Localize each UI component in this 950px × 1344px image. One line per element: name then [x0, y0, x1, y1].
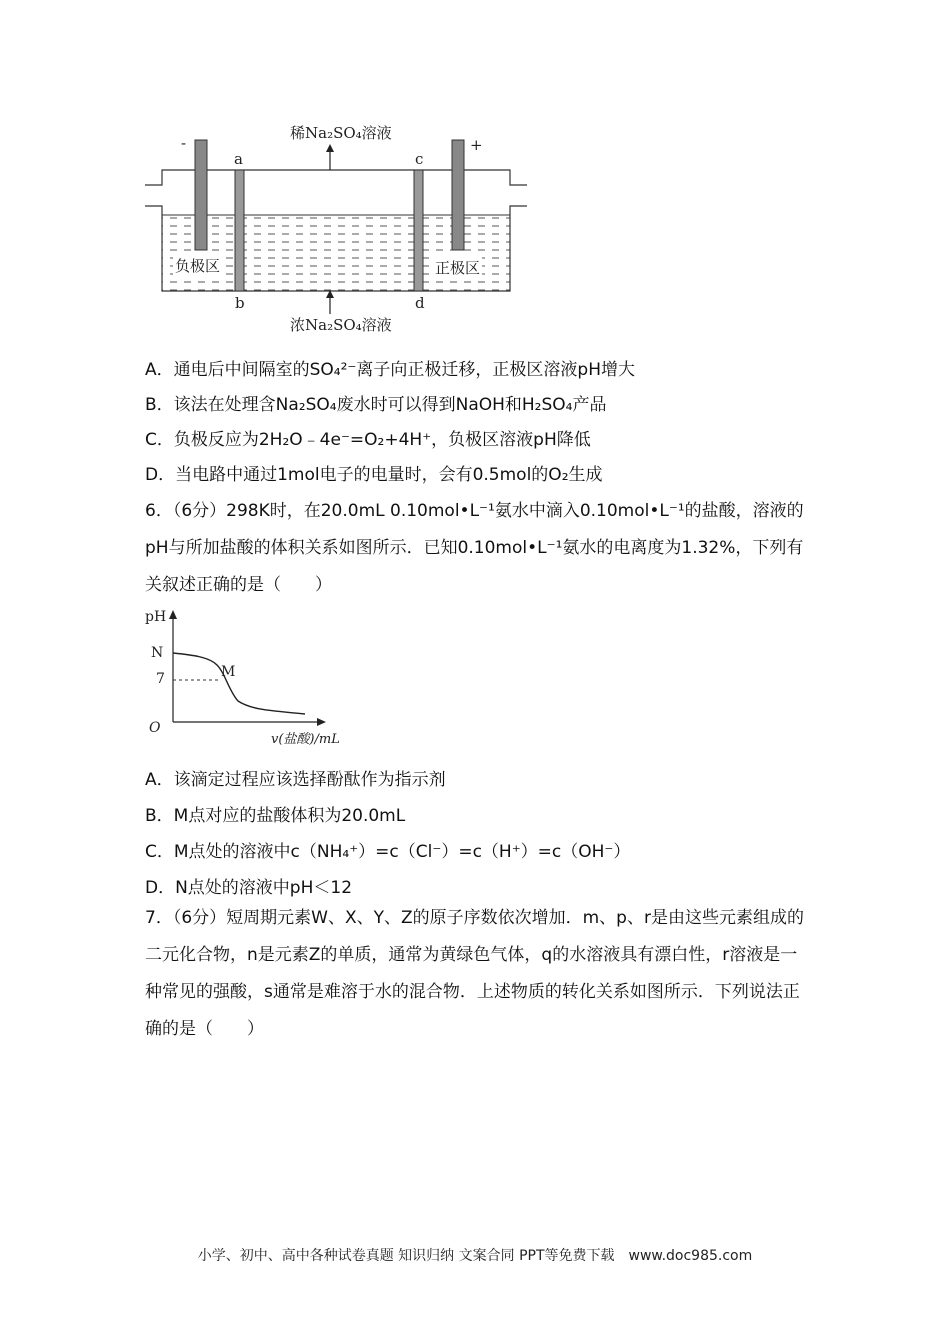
q6-option-c: C．M点处的溶液中c（NH₄⁺）=c（Cl⁻）=c（H⁺）=c（OH⁻） [145, 842, 631, 862]
label-a: a [234, 150, 243, 168]
label-c: c [415, 150, 424, 168]
q5-option-b: B．该法在处理含Na₂SO₄废水时可以得到NaOH和H₂SO₄产品 [145, 395, 607, 415]
negative-electrode [195, 140, 207, 250]
membrane-ab [235, 170, 244, 291]
minus-sign: - [181, 134, 187, 152]
chart-point-m: M [221, 664, 236, 680]
positive-electrode [452, 140, 464, 250]
top-solution-label: 稀Na₂SO₄溶液 [290, 124, 392, 142]
q5-option-a: A．通电后中间隔室的SO₄²⁻离子向正极迁移，正极区溶液pH增大 [145, 360, 635, 380]
titration-chart [143, 607, 348, 749]
q7-stem: 7．（6分）短周期元素W、X、Y、Z的原子序数依次增加．m、p、r是由这些元素组成的二元化合物，n是元素Z的单质，通常为黄绿色气体，q的水溶液具有漂白性，r溶液是一种常见的强酸，s通常是难溶于水的混合物．上述物质的转化关系如图所示．下列说法正确的是（ ） [145, 908, 804, 1039]
chart-tick-n: N [151, 645, 164, 661]
membrane-cd [414, 170, 423, 291]
q6-option-a: A．该滴定过程应该选择酚酞作为指示剂 [145, 770, 446, 790]
electrolysis-diagram [140, 118, 530, 343]
plus-sign: + [470, 136, 483, 154]
q6-stem: 6．（6分）298K时，在20.0mL 0.10mol•L⁻¹氨水中滴入0.10mol•L⁻¹的盐酸，溶液的pH与所加盐酸的体积关系如图所示．已知0.10mol•L⁻¹氨水的电离度为1.32%，下列有关叙述正确的是（ ） [145, 501, 804, 595]
page-footer: 小学、初中、高中各种试卷真题 知识归纳 文案合同 PPT等免费下载 www.doc985.com [197, 1248, 753, 1264]
positive-zone-label: 正极区 [435, 259, 481, 277]
bottom-solution-label: 浓Na₂SO₄溶液 [290, 316, 392, 334]
q5-option-c: C．负极反应为2H₂O﹣4e⁻=O₂+4H⁺，负极区溶液pH降低 [145, 430, 591, 450]
q6-option-d: D．N点处的溶液中pH＜12 [145, 878, 353, 898]
chart-ylabel: pH [145, 609, 167, 625]
titration-curve [173, 653, 305, 714]
q5-option-d: D．当电路中通过1mol电子的电量时，会有0.5mol的O₂生成 [145, 465, 603, 485]
chart-origin: O [149, 720, 161, 736]
label-d: d [415, 294, 425, 312]
negative-zone-label: 负极区 [175, 257, 221, 275]
chart-xlabel: v(盐酸)/mL [271, 732, 340, 747]
chart-tick-7: 7 [156, 671, 165, 687]
label-b: b [235, 294, 245, 312]
q6-option-b: B．M点对应的盐酸体积为20.0mL [145, 806, 406, 826]
